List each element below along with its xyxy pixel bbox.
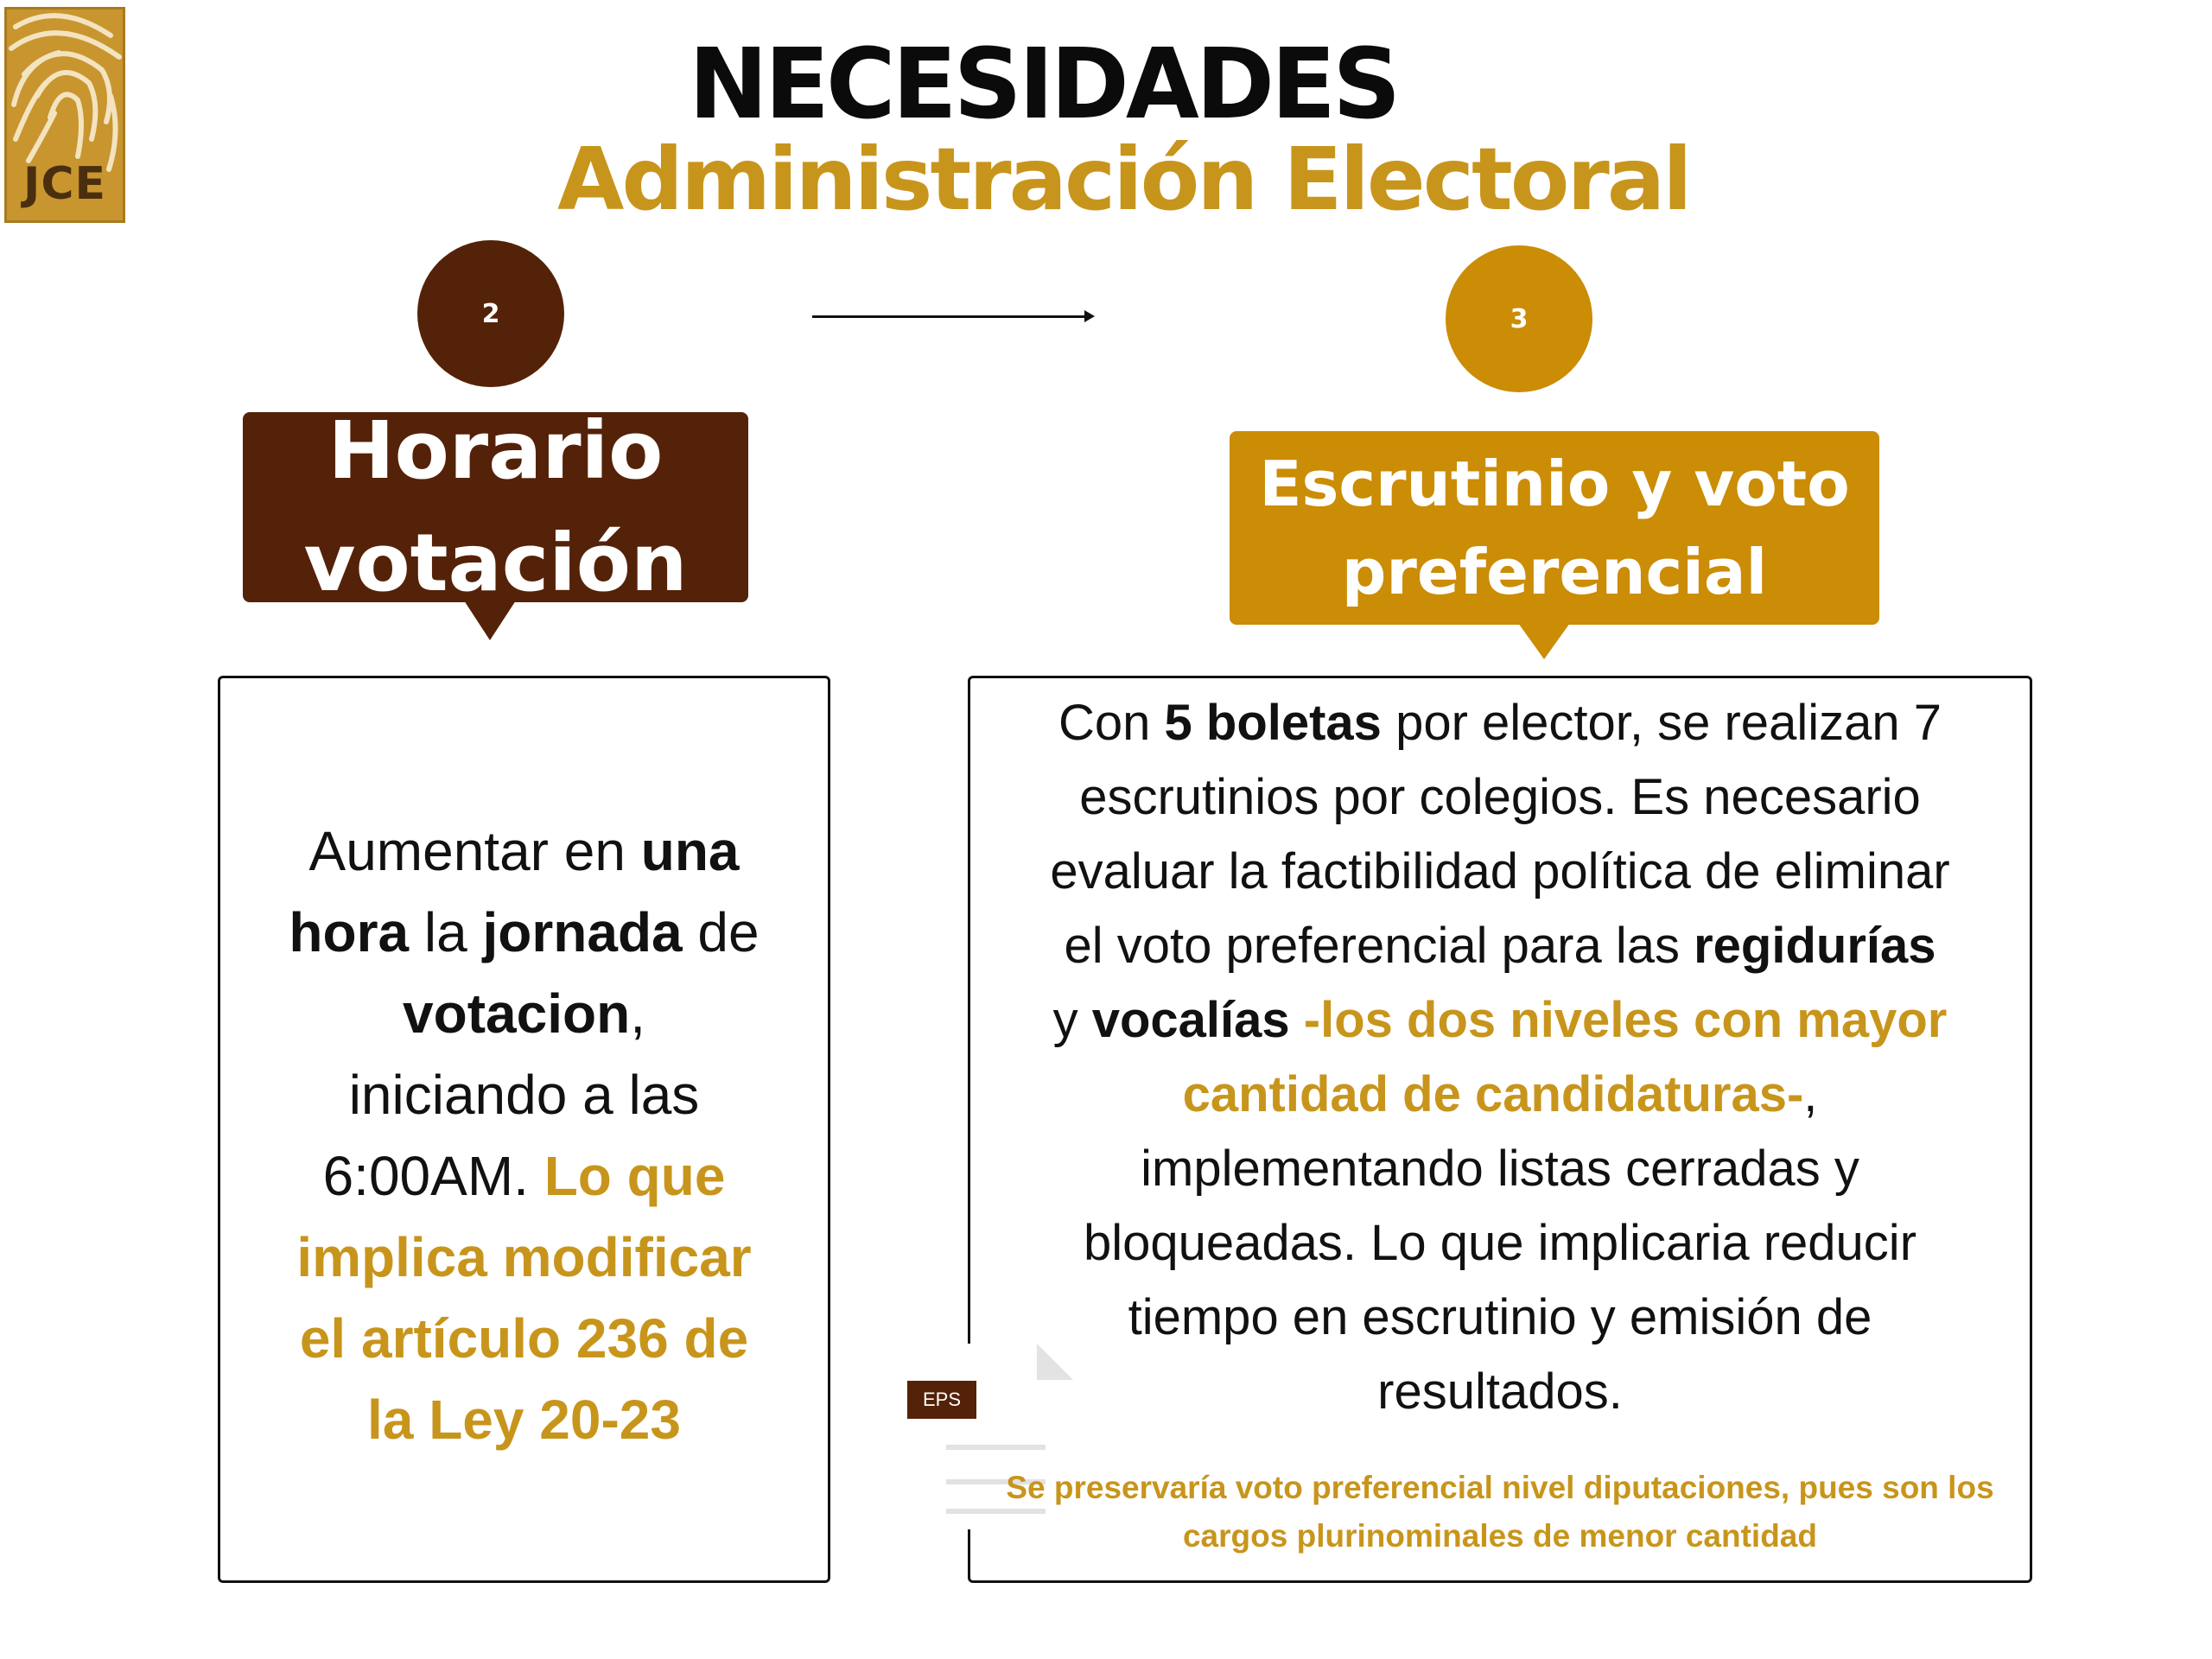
arrow-right-icon [1084,310,1095,322]
text-span: por elector, se realizan 7 [1381,695,1942,751]
text-line: resultados. [1377,1363,1623,1420]
label-line: Escrutinio y voto [1259,448,1850,520]
label-line: votación [303,517,688,609]
text-line: iniciando a las [348,1064,700,1126]
text-span: , [630,982,645,1045]
note-line: Se preservaría voto preferencial nivel diputaciones, pues son los [1006,1470,1994,1505]
fingerprint-icon [7,10,125,182]
footnote-text [968,1464,2032,1560]
text-highlight: el artículo 236 de [299,1307,749,1370]
text-highlight: la Ley 20-23 [367,1389,681,1451]
text-span: , [1803,1066,1818,1122]
step-number: 3 [1510,303,1529,334]
label-pointer [464,601,516,640]
note-line: cargos plurinominales de menor cantidad [1182,1518,1817,1554]
text-bold: vocalías [1091,992,1290,1048]
text-bold: 5 boletas [1164,695,1382,751]
step-circle-2 [417,240,564,387]
label-escrutinio-voto-preferencial [1230,431,1879,625]
text-bold: regidurías [1694,918,1936,974]
text-line: tiempo en escrutinio y emisión de [1128,1289,1872,1345]
text-highlight: cantidad de candidaturas- [1182,1066,1804,1122]
eps-badge: EPS [907,1381,976,1419]
text-span: de [682,901,760,963]
page-title: NECESIDADES [689,29,1398,141]
text-bold: una [640,820,740,882]
text-line: escrutinios por colegios. Es necesario [1079,769,1921,825]
text-line: evaluar la factibilidad política de eliminar [1050,843,1950,899]
logo-text: JCE [22,158,107,210]
text-span: 6:00AM. [322,1145,544,1207]
right-body-text [985,686,2015,1429]
eps-file-fold [1037,1344,1073,1380]
eps-file-line [946,1445,1046,1450]
jce-logo [4,7,125,223]
text-highlight: implica modificar [296,1226,752,1288]
text-span: el voto preferencial para las [1064,918,1694,974]
text-span: Aumentar en [308,820,641,882]
text-span: y [1052,992,1092,1048]
label-horario-votacion [243,404,748,609]
step-number: 2 [481,298,500,329]
label-line: Horario [327,404,664,497]
arrow-line [812,315,1087,318]
left-body-text [218,810,830,1460]
text-highlight: Lo que [543,1145,726,1207]
text-bold: hora [289,901,410,963]
text-span: la [409,901,483,963]
text-highlight: -los dos niveles con mayor [1289,992,1948,1048]
text-bold: jornada [482,901,683,963]
text-bold: votacion [403,982,631,1045]
step-circle-3 [1446,245,1592,392]
page-subtitle: Administración Electoral [557,129,1690,230]
text-span: Con [1058,695,1165,751]
label-pointer [1518,623,1570,659]
text-line: bloqueadas. Lo que implicaria reducir [1083,1215,1917,1271]
label-line: preferencial [1341,536,1768,608]
text-line: implementando listas cerradas y [1141,1141,1859,1197]
